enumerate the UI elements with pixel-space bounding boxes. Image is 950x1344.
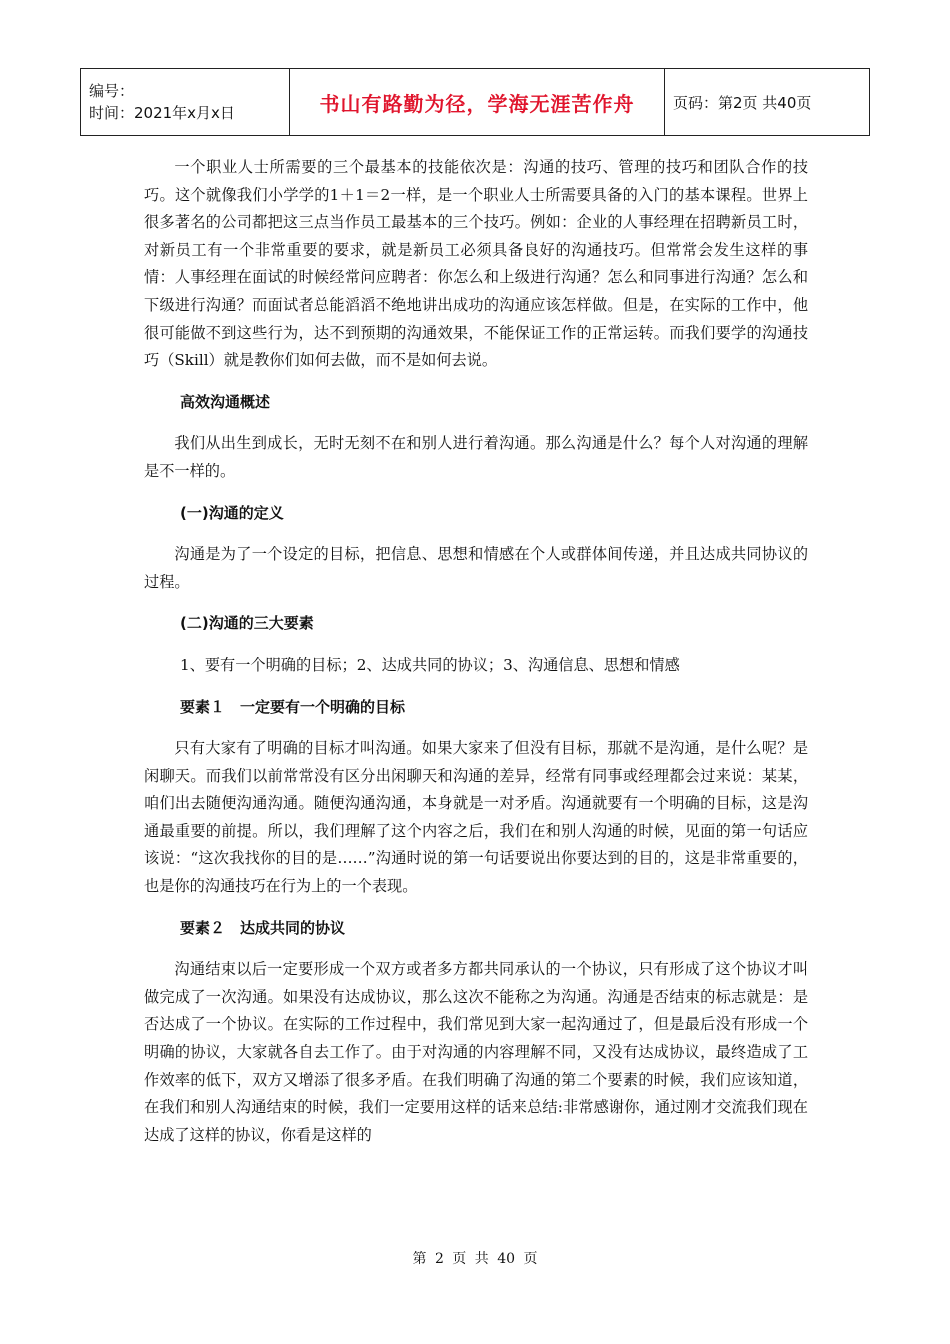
header-motto: 书山有路勤为径，学海无涯苦作舟 <box>319 91 635 116</box>
page-footer: 第 2 页 共 40 页 <box>412 1251 538 1267</box>
header-table <box>80 68 870 136</box>
intro-paragraph: 一个职业人士所需要的三个最基本的技能依次是：沟通的技巧、管理的技巧和团队合作的技巧。这个就像我们小学学的1＋1＝2一样，是一个职业人士所需要具备的入门的基本课程。世界上很多著名的公司都把这三点当作员工最基本的三个技巧。例如：企业的人事经理在招聘新员工时，对新员工有一个非常重要的要求，就是新员工必须具备良好的沟通技巧。但常常会发生这样的事情：人事经理在面试的时候经常问应聘者：你怎么和上级进行沟通？怎么和同事进行沟通？怎么和下级进行沟通？而面试者总能滔滔不绝地讲出成功的沟通应该怎样做。但是，在实际的工作中，他很可能做不到这些行为，达不到预期的沟通效果，不能保证工作的正常运转。而我们要学的沟通技巧（Skill）就是教你们如何去做，而不是如何去说。 <box>144 158 808 370</box>
section-heading-element-2: 要素２ 达成共同的协议 <box>180 918 346 937</box>
section-heading-overview: 高效沟通概述 <box>180 392 271 411</box>
header-page-cell <box>665 69 870 136</box>
header-meta-cell <box>81 69 290 136</box>
three-elements-list: 1、要有一个明确的目标；2、达成共同的协议；3、沟通信息、思想和情感 <box>180 655 680 674</box>
document-body <box>144 154 808 1149</box>
document-number-label: 编号： <box>89 82 135 100</box>
overview-paragraph: 我们从出生到成长，无时无刻不在和别人进行着沟通。那么沟通是什么？每个人对沟通的理解是不一样的。 <box>144 434 808 480</box>
header-page-info: 页码：第2页 共40页 <box>673 93 812 112</box>
section-heading-definition: (一)沟通的定义 <box>180 503 284 522</box>
header-motto-cell <box>290 69 665 136</box>
definition-paragraph: 沟通是为了一个设定的目标，把信息、思想和情感在个人或群体间传递，并且达成共同协议的过程。 <box>144 545 808 591</box>
element-1-paragraph: 只有大家有了明确的目标才叫沟通。如果大家来了但没有目标，那就不是沟通，是什么呢？是闲聊天。而我们以前常常没有区分出闲聊天和沟通的差异，经常有同事或经理都会过来说：某某，咱们出去随便沟通沟通。随便沟通沟通，本身就是一对矛盾。沟通就要有一个明确的目标，这是沟通最重要的前提。所以，我们理解了这个内容之后，我们在和别人沟通的时候，见面的第一句话应该说：“这次我找你的目的是……”沟通时说的第一句话要说出你要达到的目的，这是非常重要的，也是你的沟通技巧在行为上的一个表现。 <box>144 739 808 896</box>
section-heading-element-1: 要素１ 一定要有一个明确的目标 <box>180 697 406 716</box>
element-2-paragraph: 沟通结束以后一定要形成一个双方或者多方都共同承认的一个协议，只有形成了这个协议才叫做完成了一次沟通。如果没有达成协议，那么这次不能称之为沟通。沟通是否结束的标志就是：是否达成了一个协议。在实际的工作过程中，我们常见到大家一起沟通过了，但是最后没有形成一个明确的协议，大家就各自去工作了。由于对沟通的内容理解不同，又没有达成协议，最终造成了工作效率的低下，双方又增添了很多矛盾。在我们明确了沟通的第二个要素的时候，我们应该知道，在我们和别人沟通结束的时候，我们一定要用这样的话来总结:非常感谢你，通过刚才交流我们现在达成了这样的协议，你看是这样的 <box>144 960 808 1144</box>
document-date-label: 时间：2021年x月x日 <box>89 104 235 122</box>
section-heading-three-elements: (二)沟通的三大要素 <box>180 614 314 633</box>
